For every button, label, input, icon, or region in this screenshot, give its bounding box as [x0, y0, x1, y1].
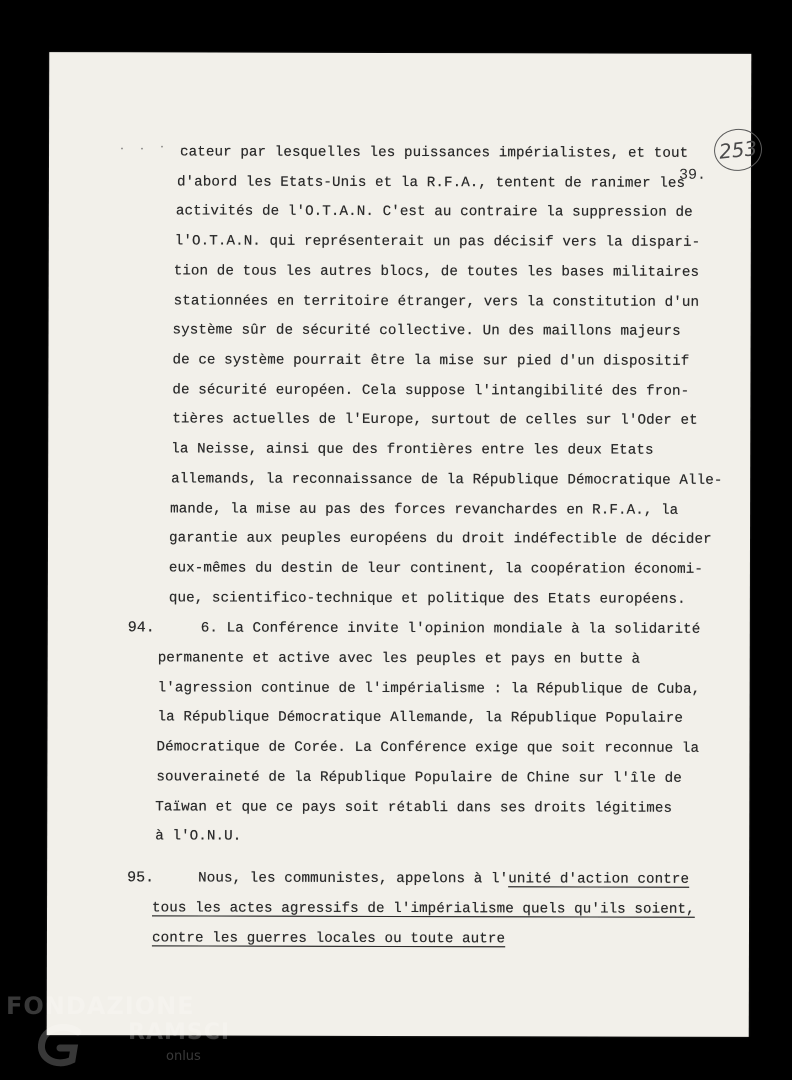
archive-stamp-number: 253 — [712, 127, 764, 174]
watermark-line1: FONDAZIONE — [6, 992, 195, 1020]
text-line: l'O.T.A.N. qui représenterait un pas décisif vers la dispari- — [174, 233, 701, 251]
text-line: de ce système pourrait être la mise sur pied d'un dispositif — [172, 352, 690, 370]
gramsci-g-logo-icon — [34, 1022, 88, 1068]
watermark-line3: onlus — [166, 1049, 201, 1064]
document-page — [47, 52, 759, 1037]
text-line: 6. La Conférence invite l'opinion mondiale à la solidarité — [200, 620, 701, 638]
text-line: Démocratique de Corée. La Conférence exige que soit reconnue la — [156, 739, 700, 757]
text-line: que, scientifico-technique et politique des Etats européens. — [168, 590, 686, 608]
text-span: Nous, les communistes, appelons à l' — [198, 870, 509, 888]
text-line: la République Démocratique Allemande, la République Populaire — [157, 709, 684, 727]
text-line: de sécurité européen. Cela suppose l'intangibilité des fron- — [172, 382, 690, 400]
text-line: eux-mêmes du destin de leur continent, la coopération économi- — [168, 560, 704, 578]
fondazione-gramsci-watermark — [6, 992, 231, 1072]
text-line: tion de tous les autres blocs, de toutes les bases militaires — [173, 263, 700, 281]
paper-specks: . . · . — [119, 142, 190, 154]
text-line: mande, la mise au pas des forces revanchardes en R.F.A., la — [170, 501, 679, 519]
underlined-text-line: tous les actes agressifs de l'impérialisme quels qu'ils soient, — [152, 900, 695, 918]
text-line: allemands, la reconnaissance de la République Démocratique Alle- — [171, 471, 723, 489]
text-line: tières actuelles de l'Europe, surtout de celles sur l'Oder et — [172, 411, 698, 429]
text-line: l'agression continue de l'impérialisme : la République de Cuba, — [157, 680, 701, 698]
text-line: Taïwan et que ce pays soit rétabli dans ses droits légitimes — [155, 799, 673, 817]
text-line: stationnées en territoire étranger, vers la constitution d'un — [173, 293, 700, 311]
underlined-text-line: contre les guerres locales ou toute autre — [151, 930, 506, 948]
underlined-text: unité d'action contre — [508, 871, 690, 888]
watermark-line2: RAMSCI — [128, 1020, 231, 1045]
text-line: système sûr de sécurité collective. Un des maillons majeurs — [172, 322, 681, 340]
paragraph-number: 94. — [127, 619, 155, 637]
text-line: à l'O.N.U. — [155, 828, 242, 845]
text-line: cateur par lesquelles les puissances impérialistes, et tout — [180, 144, 689, 162]
text-line — [198, 870, 689, 887]
text-line: activités de l'O.T.A.N. C'est au contraire la suppression de — [175, 203, 693, 221]
page-number: 39. — [678, 166, 707, 184]
text-line: souveraineté de la République Populaire de Chine sur l'île de — [156, 769, 682, 787]
text-line: d'abord les Etats-Unis et la R.F.A., tentent de ranimer les — [176, 174, 686, 192]
text-line: la Neisse, ainsi que des frontières entre les deux Etats — [171, 441, 654, 459]
text-line: permanente et active avec les peuples et pays en butte à — [157, 650, 641, 668]
text-line: garantie aux peuples européens du droit indéfectible de décider — [168, 530, 712, 548]
paragraph-number: 95. — [127, 869, 155, 887]
